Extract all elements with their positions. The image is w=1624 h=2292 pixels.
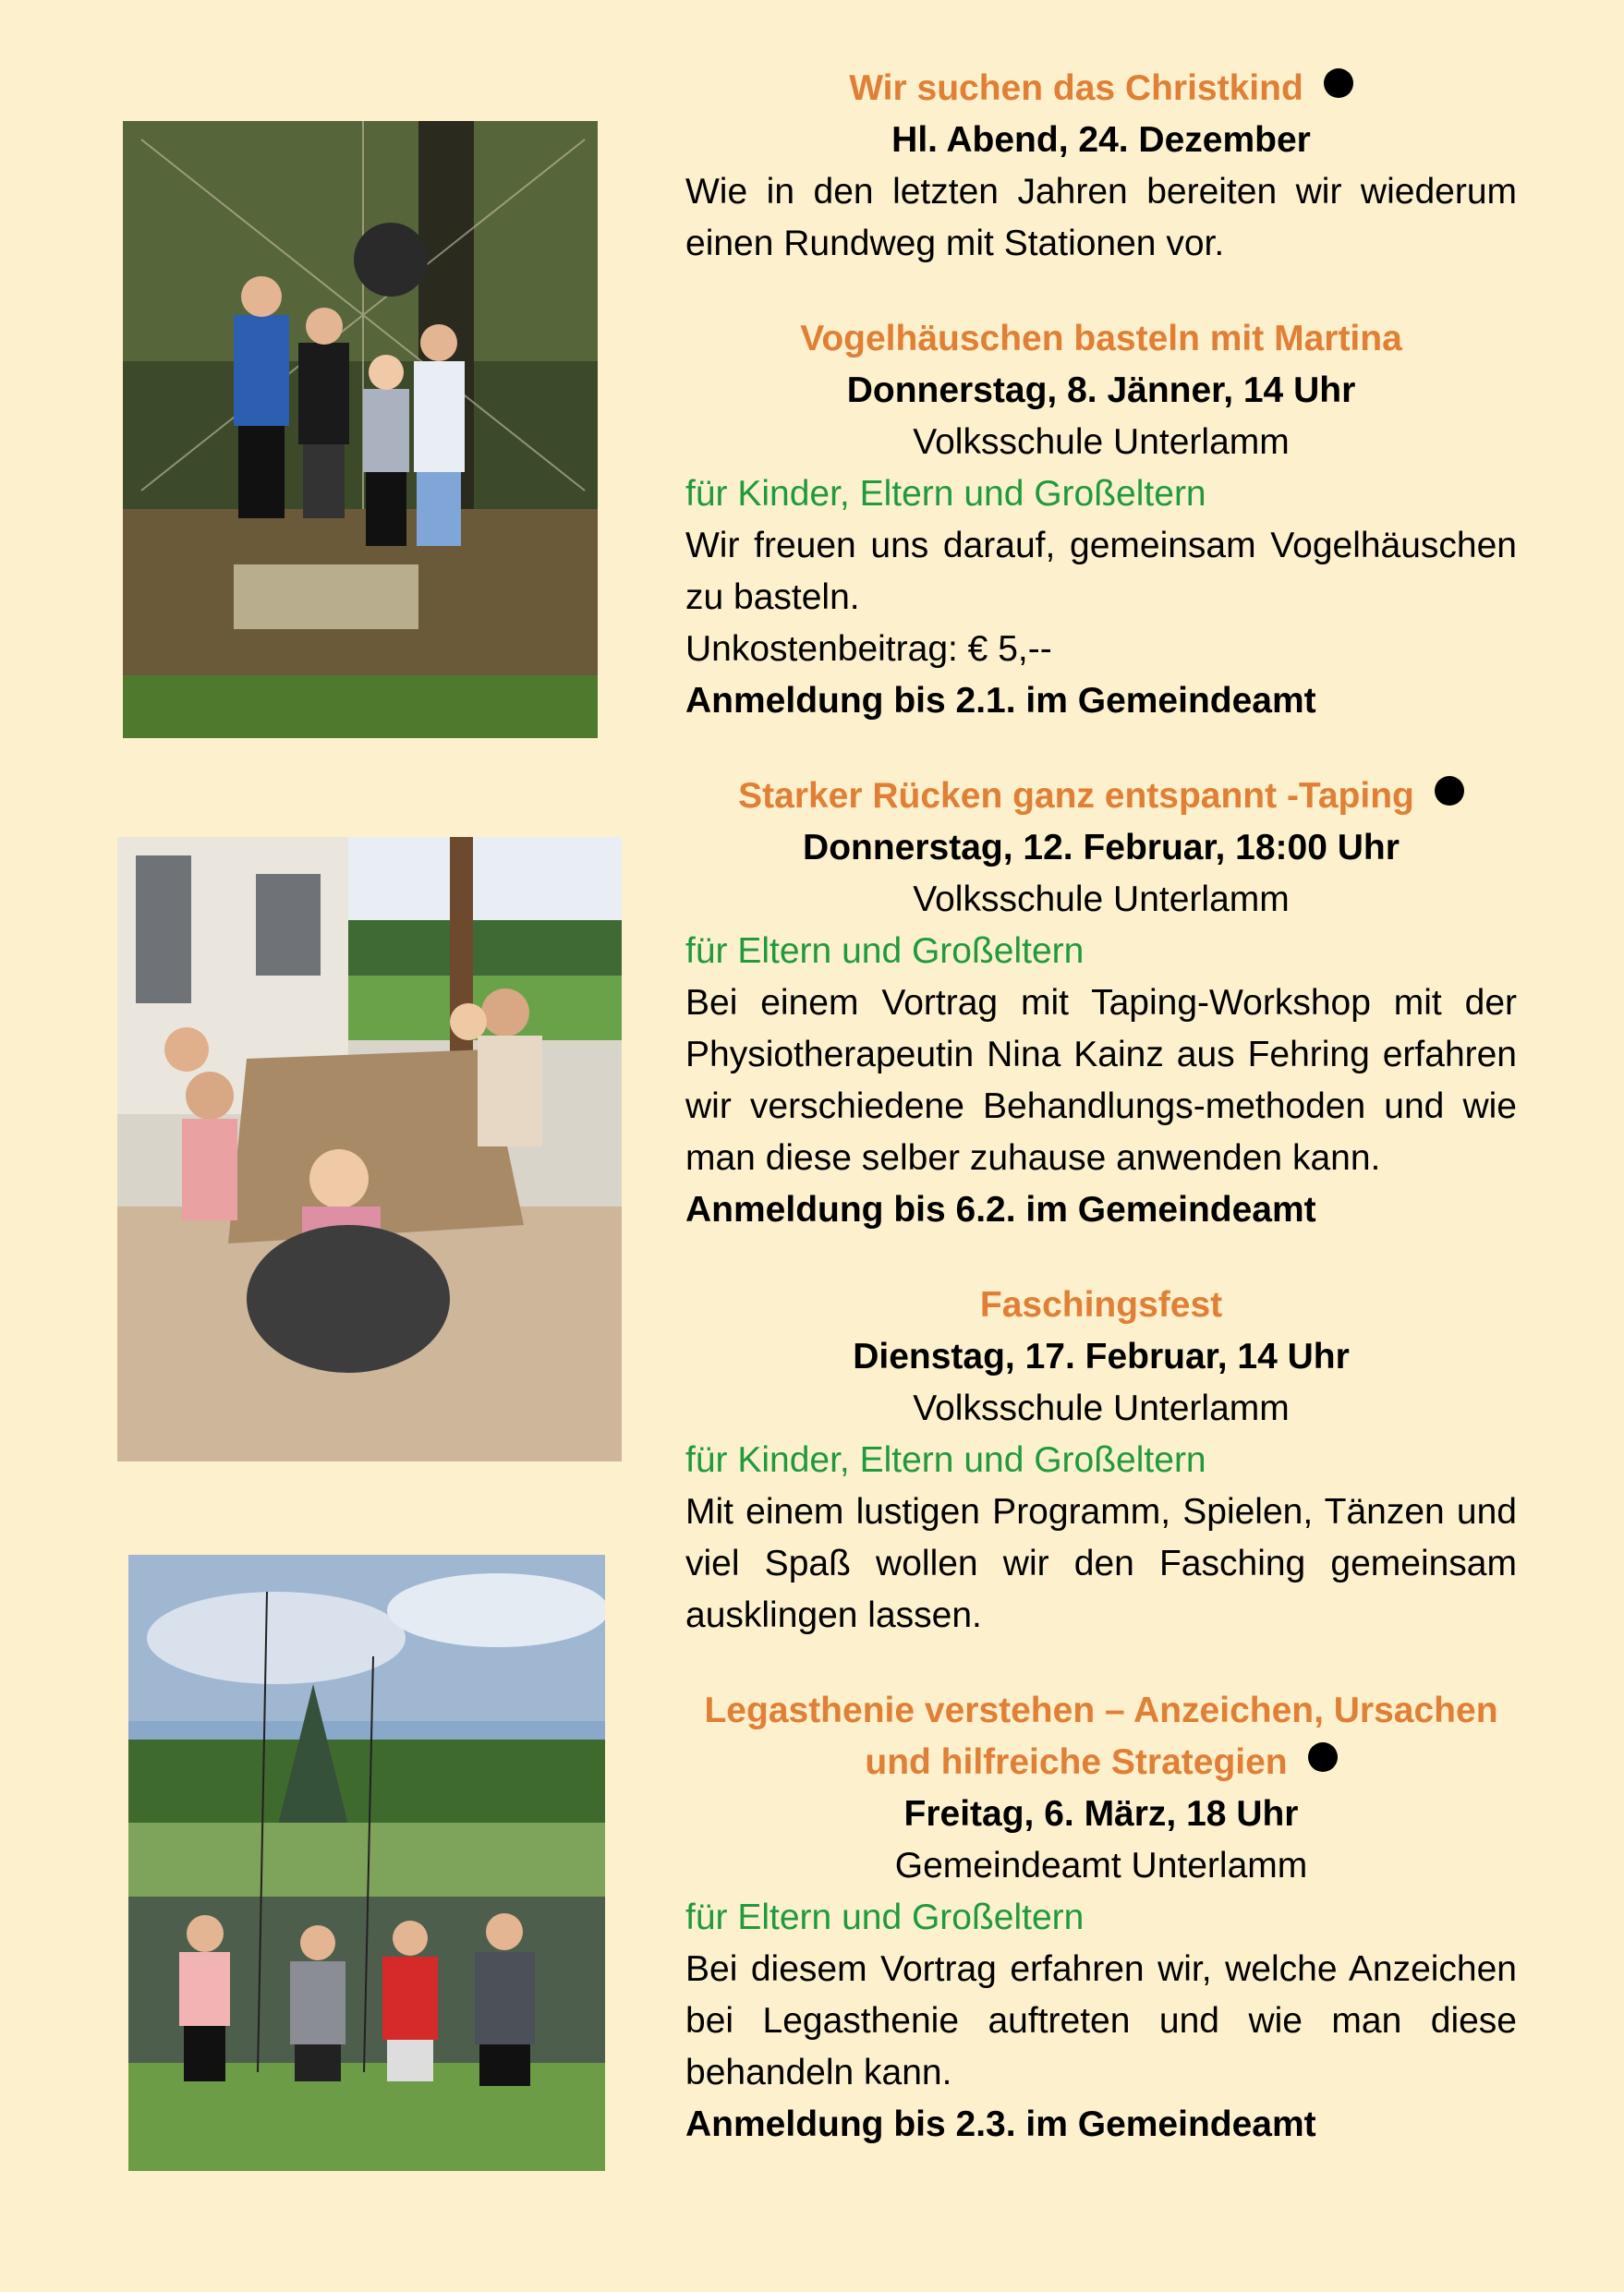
bullet-dot-icon bbox=[1308, 1742, 1338, 1772]
photo-children-fishing-pond bbox=[128, 1555, 605, 2171]
event-audience: für Eltern und Großeltern bbox=[685, 931, 1085, 971]
event-location: Gemeindeamt Unterlamm bbox=[894, 1846, 1308, 1886]
event-title: Legasthenie verstehen – Anzeichen, Ursachen bbox=[704, 1691, 1498, 1730]
event-description: Bei einem Vortrag mit Taping-Workshop mit der Physiotherapeutin Nina Kainz aus Fehring erfahren wir verschiedene Behandlungs-methoden und wie man diese selber zuhause anwenden kann. bbox=[685, 983, 1517, 1178]
event-date: Freitag, 6. März, 18 Uhr bbox=[903, 1794, 1299, 1834]
event-registration: Anmeldung bis 2.3. im Gemeindeamt bbox=[685, 2104, 1316, 2144]
event-registration: Anmeldung bis 2.1. im Gemeindeamt bbox=[685, 681, 1316, 721]
event-title: Faschingsfest bbox=[979, 1285, 1223, 1325]
event-description: Wie in den letzten Jahren bereiten wir wiederum einen Rundweg mit Stationen vor. bbox=[685, 172, 1517, 263]
event-title: Wir suchen das Christkind bbox=[685, 63, 1517, 115]
event-christkind bbox=[685, 63, 1517, 270]
event-legasthenie bbox=[685, 1685, 1517, 2151]
event-taping bbox=[685, 770, 1517, 1236]
event-title: Starker Rücken ganz entspannt -Taping bbox=[685, 770, 1517, 822]
event-fee: Unkostenbeitrag: € 5,-- bbox=[685, 629, 1052, 669]
event-audience: für Kinder, Eltern und Großeltern bbox=[685, 474, 1206, 514]
event-description: Bei diesem Vortrag erfahren wir, welche Anzeichen bei Legasthenie auftreten und wie man diese behandeln kann. bbox=[685, 1949, 1517, 2092]
bullet-dot-icon bbox=[1324, 68, 1353, 98]
event-title-line2: und hilfreiche Strategien bbox=[685, 1737, 1517, 1789]
event-date: Dienstag, 17. Februar, 14 Uhr bbox=[853, 1337, 1350, 1376]
events-column bbox=[685, 63, 1517, 2194]
event-description: Wir freuen uns darauf, gemeinsam Vogelhäuschen zu basteln. bbox=[685, 526, 1517, 617]
event-description: Mit einem lustigen Programm, Spielen, Tänzen und viel Spaß wollen wir den Fasching gemeinsam ausklingen lassen. bbox=[685, 1492, 1517, 1635]
event-vogelhaeuschen bbox=[685, 313, 1517, 727]
bullet-dot-icon bbox=[1435, 776, 1464, 806]
event-date: Hl. Abend, 24. Dezember bbox=[891, 120, 1311, 160]
event-fasching bbox=[685, 1279, 1517, 1642]
event-location: Volksschule Unterlamm bbox=[913, 422, 1290, 462]
event-date: Donnerstag, 8. Jänner, 14 Uhr bbox=[846, 370, 1356, 410]
event-title: Vogelhäuschen basteln mit Martina bbox=[800, 319, 1402, 358]
photo-children-terrace-table bbox=[117, 837, 622, 1461]
event-registration: Anmeldung bis 6.2. im Gemeindeamt bbox=[685, 1190, 1316, 1230]
event-location: Volksschule Unterlamm bbox=[913, 879, 1290, 919]
event-audience: für Kinder, Eltern und Großeltern bbox=[685, 1440, 1206, 1480]
photo-children-forest bbox=[123, 121, 598, 738]
event-audience: für Eltern und Großeltern bbox=[685, 1898, 1085, 1937]
event-date: Donnerstag, 12. Februar, 18:00 Uhr bbox=[803, 828, 1400, 867]
event-location: Volksschule Unterlamm bbox=[913, 1389, 1290, 1428]
